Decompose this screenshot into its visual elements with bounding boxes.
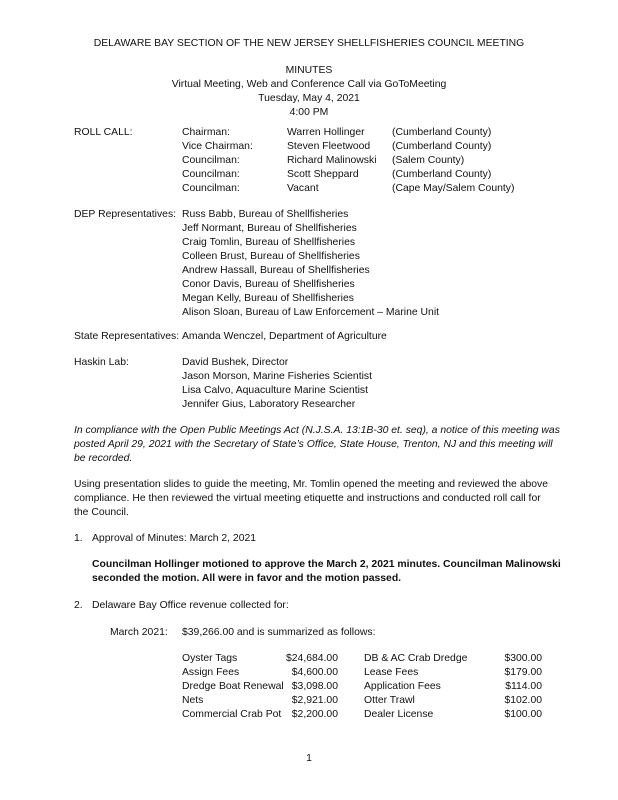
state-member: Amanda Wenczel, Department of Agriculture (182, 331, 387, 342)
item2-month-label: March 2021: (110, 627, 168, 638)
fee-name: Application Fees (364, 681, 441, 692)
fee-amount: $2,200.00 (291, 709, 338, 720)
dep-member: Conor Davis, Bureau of Shellfisheries (182, 279, 355, 290)
item1-motion-line: Councilman Hollinger motioned to approve the March 2, 2021 minutes. Councilman Malinowski (92, 559, 561, 570)
fee-amount: $114.00 (505, 681, 542, 692)
roll-county: (Cumberland County) (392, 169, 492, 180)
fee-amount: $4,600.00 (291, 667, 338, 678)
table-row (0, 694, 618, 707)
roll-county: (Cape May/Salem County) (392, 183, 515, 194)
haskin-member: Jason Morson, Marine Fisheries Scientist (182, 371, 372, 382)
fee-name: Dredge Boat Renewal (182, 681, 284, 692)
roll-title: Vice Chairman: (182, 141, 253, 152)
roll-title: Chairman: (182, 127, 230, 138)
dep-member: Alison Sloan, Bureau of Law Enforcement – Marine Unit (182, 307, 440, 318)
roll-call-row (0, 140, 618, 153)
state-label: State Representatives: (74, 331, 180, 342)
intro-line: Using presentation slides to guide the meeting, Mr. Tomlin opened the meeting and reviewed the above (74, 479, 549, 490)
dep-member: Megan Kelly, Bureau of Shellfisheries (182, 293, 354, 304)
item2-summary: $39,266.00 and is summarized as follows: (182, 627, 376, 638)
roll-county: (Cumberland County) (392, 127, 492, 138)
roll-title: Councilman: (182, 183, 240, 194)
fee-name: Assign Fees (182, 667, 240, 678)
fee-amount: $102.00 (504, 695, 542, 706)
fee-amount: $300.00 (504, 653, 542, 664)
fee-amount: $179.00 (504, 667, 542, 678)
item2-text: Delaware Bay Office revenue collected for: (92, 600, 289, 611)
meeting-type: Virtual Meeting, Web and Conference Call via GoToMeeting (171, 79, 447, 90)
roll-county: (Salem County) (392, 155, 465, 166)
fee-name: Commercial Crab Pot (182, 709, 282, 720)
org-title: DELAWARE BAY SECTION OF THE NEW JERSEY SHELLFISHERIES COUNCIL MEETING (93, 38, 525, 49)
fee-name: Nets (182, 695, 204, 706)
item1-motion-line: seconded the motion. All were in favor and the motion passed. (92, 573, 402, 584)
dep-member: Colleen Brust, Bureau of Shellfisheries (182, 251, 360, 262)
roll-call-row (0, 126, 618, 139)
table-row (0, 708, 618, 721)
fee-amount: $24,684.00 (285, 653, 338, 664)
fee-amount: $3,098.00 (291, 681, 338, 692)
compliance-line: posted April 29, 2021 with the Secretary of State’s Office, State House, Trenton, NJ and this meeting will (74, 439, 553, 450)
roll-title: Councilman: (182, 155, 240, 166)
roll-name: Warren Hollinger (287, 127, 365, 138)
table-row (0, 666, 618, 679)
table-row (0, 652, 618, 665)
roll-name: Richard Malinowski (287, 155, 377, 166)
item2-number: 2. (74, 600, 83, 611)
roll-name: Scott Sheppard (287, 169, 359, 180)
compliance-line: In compliance with the Open Public Meetings Act (N.J.S.A. 13:1B-30 et. seq), a notice of this meeting was (74, 425, 560, 436)
roll-county: (Cumberland County) (392, 141, 492, 152)
dep-member: Jeff Normant, Bureau of Shellfisheries (182, 223, 357, 234)
fee-name: Lease Fees (364, 667, 419, 678)
compliance-line: be recorded. (74, 453, 133, 464)
dep-member: Craig Tomlin, Bureau of Shellfisheries (182, 237, 356, 248)
meeting-date: Tuesday, May 4, 2021 (258, 93, 360, 104)
fee-name: DB & AC Crab Dredge (364, 653, 468, 664)
fee-name: Otter Trawl (364, 695, 415, 706)
fee-amount: $100.00 (504, 709, 542, 720)
item1-number: 1. (74, 533, 83, 544)
dep-member: Russ Babb, Bureau of Shellfisheries (182, 209, 349, 220)
intro-line: the Council. (74, 507, 129, 518)
table-row (0, 680, 618, 693)
haskin-member: David Bushek, Director (182, 357, 289, 368)
roll-name: Vacant (287, 183, 319, 194)
minutes-heading: MINUTES (285, 65, 333, 76)
haskin-label: Haskin Lab: (74, 357, 129, 368)
fee-name: Dealer License (364, 709, 434, 720)
roll-call-row (0, 168, 618, 181)
haskin-member: Jennifer Gius, Laboratory Researcher (182, 399, 356, 410)
fee-name: Oyster Tags (182, 653, 238, 664)
page-number: 1 (306, 753, 312, 764)
dep-label: DEP Representatives: (74, 209, 177, 220)
roll-name: Steven Fleetwood (287, 141, 371, 152)
fee-amount: $2,921.00 (291, 695, 338, 706)
roll-call-label: ROLL CALL: (74, 127, 133, 138)
dep-member: Andrew Hassall, Bureau of Shellfisheries (182, 265, 370, 276)
meeting-time: 4:00 PM (289, 107, 329, 118)
roll-call-row (0, 182, 618, 195)
item1-text: Approval of Minutes: March 2, 2021 (92, 533, 257, 544)
roll-call-row (0, 154, 618, 167)
roll-title: Councilman: (182, 169, 240, 180)
haskin-member: Lisa Calvo, Aquaculture Marine Scientist (182, 385, 368, 396)
intro-line: compliance. He then reviewed the virtual meeting etiquette and instructions and conducted roll call for (74, 493, 541, 504)
